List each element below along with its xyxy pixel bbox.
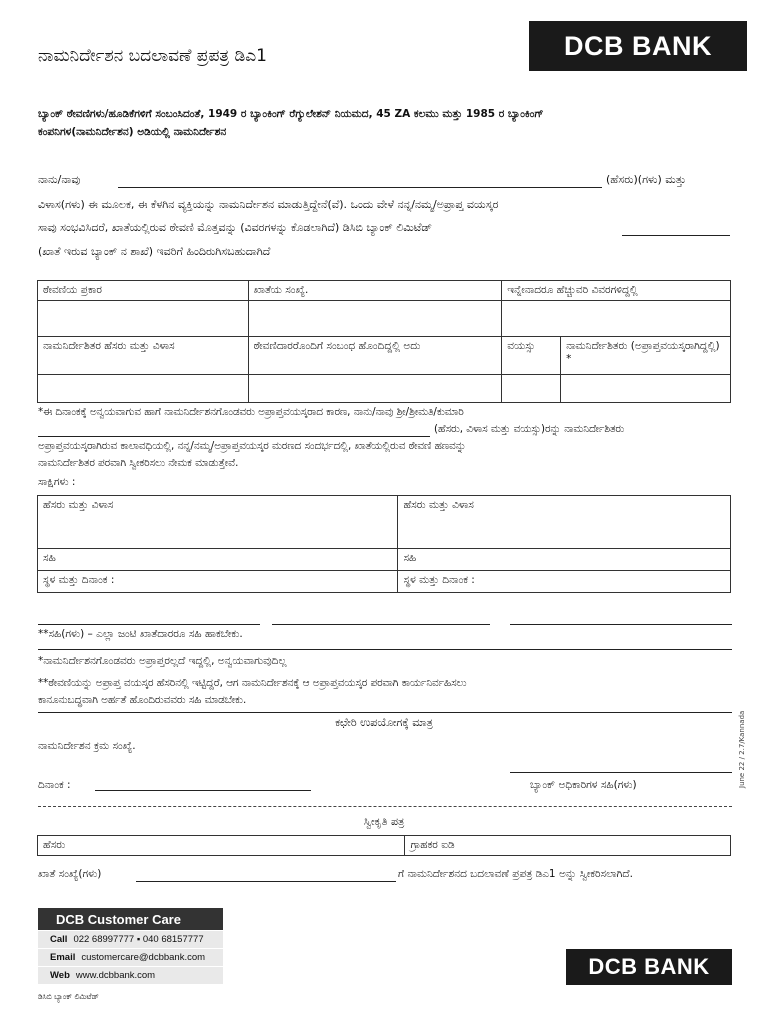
not-applicable-note: *ನಾಮನಿರ್ದೇಶನಗೊಂಡವರು ಅಪ್ರಾಪ್ತರಲ್ಲದೆ ಇದ್ದಲ್ಲಿ, ಅನ್ವಯವಾಗುವುದಿಲ್ಲ — [38, 655, 287, 667]
age-header: ವಯಸ್ಸು — [502, 337, 561, 375]
ack-account-label: ಖಾತೆ ಸಂಖ್ಯೆ(ಗಳು) — [38, 868, 102, 880]
additional-details-cell[interactable] — [502, 301, 731, 337]
minor-nominee-header: ನಾಮನಿರ್ದೇಶಿತರು (ಅಪ್ರಾಪ್ತವಯಸ್ಕರಾಗಿದ್ದಲ್ಲಿ) * — [561, 337, 731, 375]
guardian-details-field[interactable] — [38, 436, 430, 437]
deposit-type-header: ಠೇವಣಿಯ ಪ್ರಕಾರ — [38, 281, 249, 301]
ack-customer-id-cell[interactable]: ಗ್ರಾಹಕರ ಐಡಿ — [405, 836, 731, 856]
witness1-name-address[interactable]: ಹೆಸರು ಮತ್ತು ವಿಳಾಸ — [38, 496, 398, 549]
dcb-bank-logo: DCB BANK — [529, 21, 747, 71]
age-cell[interactable] — [502, 375, 561, 403]
nomination-details-table — [37, 280, 731, 403]
signature-line-3[interactable] — [510, 624, 732, 625]
bank-branch-field[interactable] — [622, 235, 730, 236]
declaration-line3: ಸಾವು ಸಂಭವಿಸಿದರೆ, ಖಾತೆಯಲ್ಲಿರುವ ಠೇವಣಿ ಮೊತ್ತವನ್ನು (ವಿವರಗಳನ್ನು ಕೊಡಲಾಗಿದೆ) ಡಿಸಿಬಿ ಬ್ಯಾಂಕ್ ಲಿಮಿಟೆಡ್ — [38, 221, 432, 234]
customer-care-email — [38, 949, 223, 966]
minor-clause-line4: ನಾಮನಿರ್ದೇಶಿತರ ಪರವಾಗಿ ಸ್ವೀಕರಿಸಲು ನೇಮಕ ಮಾಡುತ್ತೇವೆ. — [38, 457, 239, 469]
nominee-name-header: ನಾಮನಿರ್ದೇಶಿತರ ಹೆಸರು ಮತ್ತು ವಿಳಾಸ — [38, 337, 249, 375]
customer-care-web — [38, 967, 223, 984]
minor-nominee-cell[interactable] — [561, 375, 731, 403]
nominee-name-cell[interactable] — [38, 375, 249, 403]
dcb-bank-footer-logo: DCB BANK — [566, 949, 732, 985]
customer-care-title: DCB Customer Care — [38, 908, 223, 930]
witness1-place-date[interactable]: ಸ್ಥಳ ಮತ್ತು ದಿನಾಂಕ : — [38, 571, 398, 593]
call-value: 022 68997777 ▪ 040 68157777 — [73, 934, 204, 945]
witness-table — [37, 495, 731, 593]
relationship-cell[interactable] — [248, 375, 502, 403]
minor-clause-line1: *ಈ ದಿನಾಂಕಕ್ಕೆ ಅನ್ವಯವಾಗುವ ಹಾಗೆ ನಾಮನಿರ್ದೇಶನಗೊಂಡವರು ಅಪ್ರಾಪ್ತವಯಸ್ಕರಾದ ಕಾರಣ, ನಾನು/ನಾವು ಶ್ರೀ/ಶ್ರೀಮತಿ/ಕುಮಾರಿ — [38, 406, 464, 418]
email-value[interactable]: customercare@dcbbank.com — [81, 952, 206, 963]
ack-name-cell[interactable]: ಹೆಸರು — [38, 836, 405, 856]
divider — [38, 649, 732, 650]
ack-account-field[interactable] — [136, 881, 396, 882]
depositor-name-field[interactable] — [118, 187, 602, 188]
office-use-heading: ಕಛೇರಿ ಉಪಯೋಗಕ್ಕೆ ಮಾತ್ರ — [335, 716, 433, 729]
witness2-name-address[interactable]: ಹೆಸರು ಮತ್ತು ವಿಳಾಸ — [398, 496, 731, 549]
email-label: Email — [50, 952, 76, 963]
acknowledgement-table — [37, 835, 731, 856]
witness2-place-date[interactable]: ಸ್ಥಳ ಮತ್ತು ದಿನಾಂಕ : — [398, 571, 731, 593]
office-date-label: ದಿನಾಂಕ : — [38, 779, 71, 791]
account-number-cell[interactable] — [248, 301, 502, 337]
form-code-vertical: June 22 / 2.7/Kannada — [738, 710, 746, 788]
minor-clause-line2: (ಹೆಸರು, ವಿಳಾಸ ಮತ್ತು ವಯಸ್ಸು)ರನ್ನು ನಾಮನಿರ್ದೇಶಿತರು — [434, 423, 625, 435]
declaration-i-we: ನಾನು/ನಾವು — [38, 173, 81, 186]
form-subtitle-line2: ಕಂಪನಿಗಳ(ನಾಮನಿರ್ದೇಶನ) ಅಡಿಯಲ್ಲಿ ನಾಮನಿರ್ದೇಶನ — [38, 126, 227, 138]
minor-deposit-note-line1: **ಠೇವಣಿಯನ್ನು ಅಪ್ರಾಪ್ತ ವಯಸ್ಕರ ಹೆಸರಿನಲ್ಲಿ ಇಟ್ಟಿದ್ದರೆ, ಆಗ ನಾಮನಿರ್ದೇಶನಕ್ಕೆ ಆ ಅಪ್ರಾಪ್ತವಯಸ್ಕರ ಪರವಾಗಿ ಕಾರ್ಯನಿರ್ವಹಿಸಲು — [38, 677, 467, 689]
divider — [38, 712, 732, 713]
witnesses-label: ಸಾಕ್ಷಿಗಳು : — [38, 476, 76, 488]
web-label: Web — [50, 970, 70, 981]
minor-deposit-note-line2: ಕಾನೂನುಬದ್ಧವಾಗಿ ಅರ್ಹತೆ ಹೊಂದಿರುವವರು ಸಹಿ ಮಾಡಬೇಕು. — [38, 694, 247, 706]
web-value[interactable]: www.dcbbank.com — [75, 970, 156, 981]
declaration-line4: (ಖಾತೆ ಇರುವ ಬ್ಯಾಂಕ್ ನ ಶಾಖೆ) ಇವರಿಗೆ ಹಿಂದಿರುಗಿಸಬಹುದಾಗಿದೆ — [38, 245, 271, 258]
deposit-type-cell[interactable] — [38, 301, 249, 337]
minor-clause-line3: ಅಪ್ರಾಪ್ತವಯಸ್ಕರಾಗಿರುವ ಕಾಲಾವಧಿಯಲ್ಲಿ, ನನ್ನ/ನಮ್ಮ/ಅಪ್ರಾಪ್ತವಯಸ್ಕರ ಮರಣದ ಸಂದರ್ಭದಲ್ಲಿ, ಖಾತೆಯಲ್ಲಿರುವ ಠೇವಣಿ ಹಣವನ್ನು — [38, 440, 467, 452]
footer-bank-name: ಡಿಸಿಬಿ ಬ್ಯಾಂಕ್ ಲಿಮಿಟೆಡ್ — [38, 992, 99, 1001]
signature-line-2[interactable] — [272, 624, 490, 625]
call-label: Call — [50, 934, 68, 945]
form-subtitle-line1: ಬ್ಯಾಂಕ್ ಠೇವಣಿಗಳು/ಹೂಡಿಕೆಗಳಿಗೆ ಸಂಬಂಸಿದಂತೆ, 1949 ರ ಬ್ಯಾಂಕಿಂಗ್ ರೆಗ್ಯುಲೇಶನ್ ನಿಯಮದ, 45 ZA ಕಲಮು ಮತ್ತು 1985 ರ ಬ್ಯಾಂಕಿಂಗ್ — [38, 108, 544, 120]
witness2-signature[interactable]: ಸಹಿ — [398, 549, 731, 571]
witness1-signature[interactable]: ಸಹಿ — [38, 549, 398, 571]
office-date-field[interactable] — [95, 790, 311, 791]
ack-account-tail: ಗೆ ನಾಮನಿರ್ದೇಶನದ ಬದಲಾವಣೆ ಪ್ರಪತ್ರ ಡಿಎ1 ಅನ್ನು ಸ್ವೀಕರಿಸಲಾಗಿದೆ. — [398, 868, 633, 880]
joint-signature-note: **ಸಹಿ(ಗಳು) – ಎಲ್ಲಾ ಜಂಟಿ ಖಾತೆದಾರರೂ ಸಹಿ ಹಾಕಬೇಕು. — [38, 628, 243, 640]
officer-signature-label: ಬ್ಯಾಂಕ್ ಅಧಿಕಾರಿಗಳ ಸಹಿ(ಗಳು) — [530, 779, 637, 791]
officer-signature-line[interactable] — [510, 772, 732, 773]
additional-details-header: ಇನ್ನೇನಾದರೂ ಹೆಚ್ಚುವರಿ ವಿವರಗಳಿದ್ದಲ್ಲಿ — [502, 281, 731, 301]
account-number-header: ಖಾತೆಯ ಸಂಖ್ಯೆ. — [248, 281, 502, 301]
acknowledgement-heading: ಸ್ವೀಕೃತಿ ಪತ್ರ — [363, 815, 405, 828]
relationship-header: ಠೇವಣಿದಾರರೊಂದಿಗೆ ಸಂಬಂಧ ಹೊಂದಿದ್ದಲ್ಲಿ ಅದು — [248, 337, 502, 375]
customer-care-call — [38, 931, 223, 948]
tear-off-line — [38, 806, 732, 807]
page-title: ನಾಮನಿರ್ದೇಶನ ಬದಲಾವಣೆ ಪ್ರಪತ್ರ ಡಿಎ1 — [38, 46, 267, 66]
declaration-name-suffix: (ಹೆಸರು)(ಗಳು) ಮತ್ತು — [606, 173, 687, 186]
declaration-line2: ವಿಳಾಸ(ಗಳು) ಈ ಮೂಲಕ, ಈ ಕೆಳಗಿನ ವ್ಯಕ್ತಿಯನ್ನು ನಾಮನಿರ್ದೇಶನ ಮಾಡುತ್ತಿದ್ದೇನೆ(ವೆ). ಒಂದು ವೇಳೆ ನನ್ನ/ನಮ್ಮ/ಅಪ್ರಾಪ್ತ ವಯಸ್ಕರ — [38, 198, 499, 211]
signature-line-1[interactable] — [38, 624, 260, 625]
nomination-serial-label: ನಾಮನಿರ್ದೇಶನ ಕ್ರಮ ಸಂಖ್ಯೆ. — [38, 740, 136, 752]
